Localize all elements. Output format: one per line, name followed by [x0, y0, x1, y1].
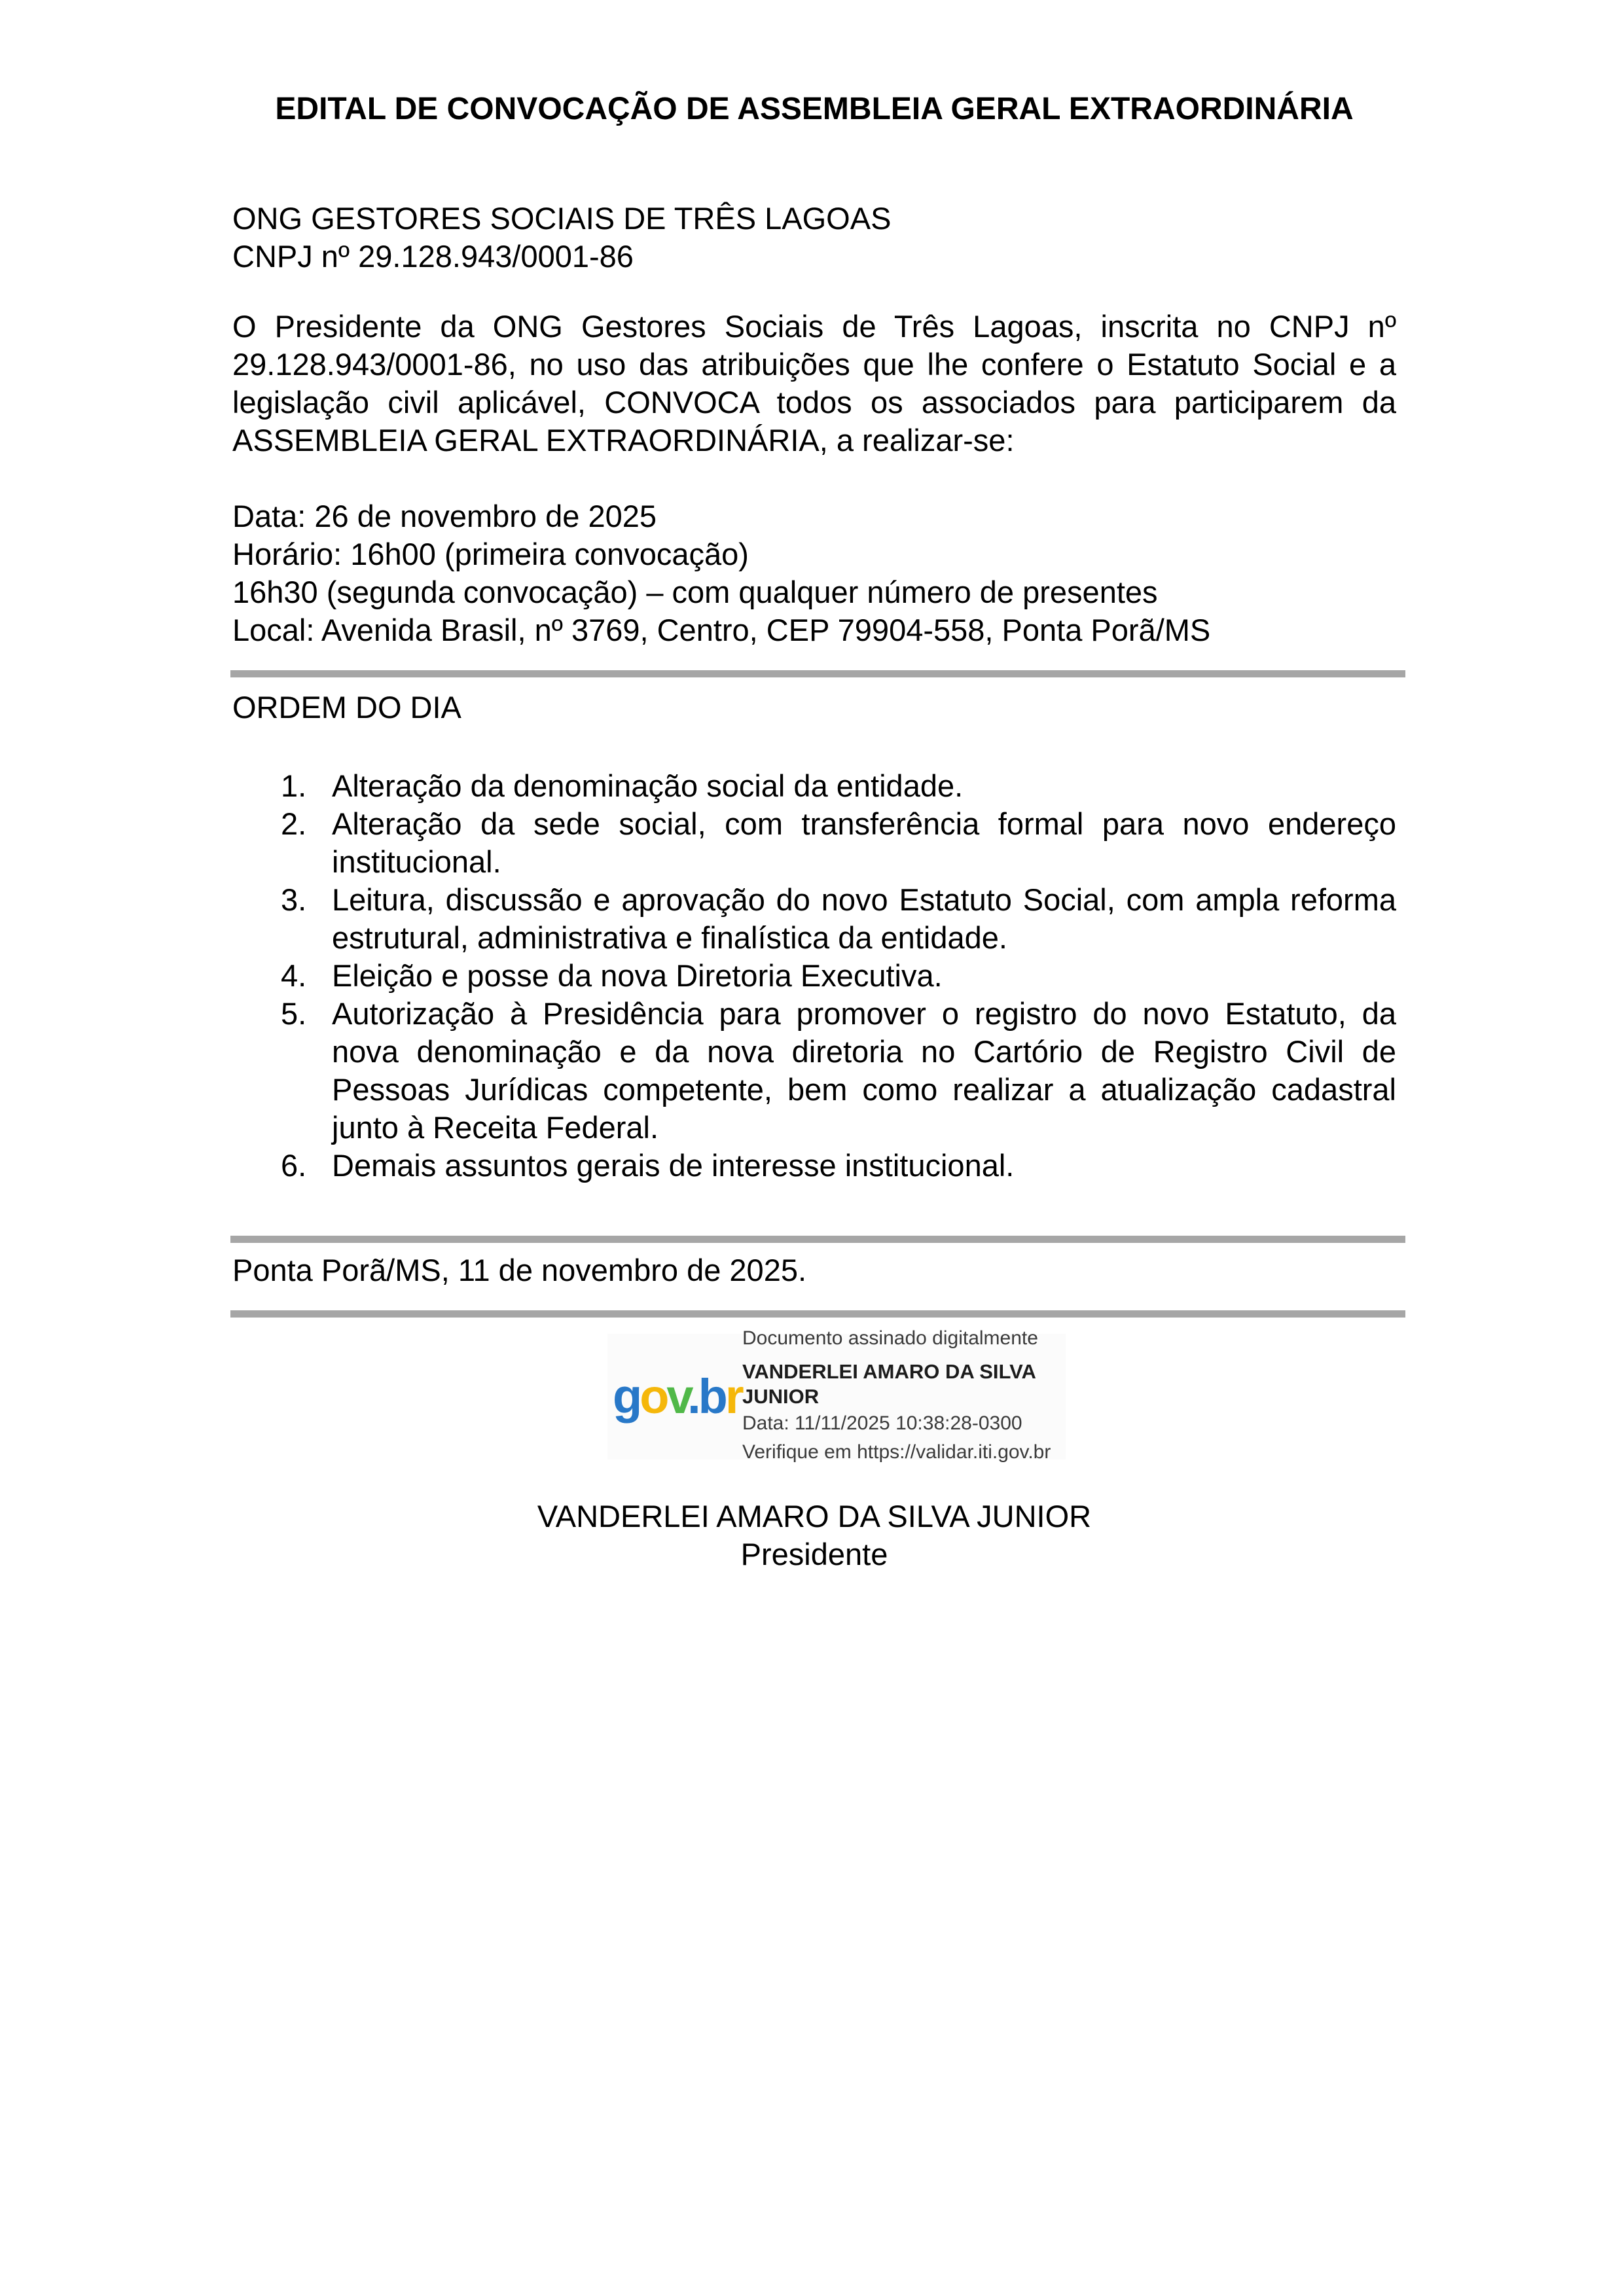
agenda-item — [232, 881, 1396, 957]
organization-name: ONG GESTORES SOCIAIS DE TRÊS LAGOAS — [232, 201, 892, 236]
stamp-text-block — [736, 1327, 1066, 1467]
divider-rule-top — [230, 670, 1405, 677]
govbr-logo-letter: r — [725, 1369, 742, 1424]
stamp-signed-digitally-label: Documento assinado digitalmente — [742, 1327, 1038, 1349]
govbr-signature-stamp — [607, 1327, 1066, 1463]
agenda-item-text: Leitura, discussão e aprovação do novo Estatuto Social, com ampla reforma estrutural, administrativa e finalística da entidade. — [332, 882, 1396, 955]
agenda-item-text: Demais assuntos gerais de interesse institucional. — [332, 1148, 1015, 1183]
agenda-item-number: 5. — [281, 996, 307, 1031]
agenda-item-number: 6. — [281, 1148, 307, 1183]
organization-cnpj: CNPJ nº 29.128.943/0001-86 — [232, 239, 634, 274]
agenda-heading: ORDEM DO DIA — [232, 690, 461, 725]
stamp-date-line: Data: 11/11/2025 10:38:28-0300 — [742, 1412, 1022, 1434]
govbr-logo-letter: v — [666, 1369, 688, 1424]
agenda-item-text: Alteração da sede social, com transferência formal para novo endereço institucional. — [332, 806, 1396, 879]
meeting-date-line: Data: 26 de novembro de 2025 — [232, 499, 657, 533]
agenda-item-text: Alteração da denominação social da entidade. — [332, 768, 964, 803]
meeting-details-block — [232, 497, 1396, 649]
signer-name: VANDERLEI AMARO DA SILVA JUNIOR — [537, 1499, 1092, 1534]
agenda-item-number: 3. — [281, 882, 307, 917]
place-date-line: Ponta Porã/MS, 11 de novembro de 2025. — [232, 1253, 807, 1287]
stamp-verify-line: Verifique em https://validar.iti.gov.br — [742, 1441, 1051, 1463]
intro-paragraph: O Presidente da ONG Gestores Sociais de Três Lagoas, inscrita no CNPJ nº 29.128.943/0001-86, no uso das atribuições que lhe confere o Estatuto Social e a legislação civil aplicável, CONVOCA todos os associados para participarem da ASSEMBLEIA GERAL EXTRAORDINÁRIA, a realizar-se: — [232, 309, 1396, 457]
signer-block — [232, 1498, 1396, 1573]
signer-role: Presidente — [740, 1537, 888, 1571]
govbr-logo-letter: o — [640, 1369, 667, 1424]
govbr-logo-letter: g — [613, 1369, 640, 1424]
agenda-item — [232, 767, 1396, 805]
meeting-time-line-2: 16h30 (segunda convocação) – com qualquer número de presentes — [232, 575, 1158, 609]
divider-rule-middle — [230, 1236, 1405, 1243]
agenda-item — [232, 957, 1396, 995]
agenda-list — [232, 767, 1396, 1185]
document-title: EDITAL DE CONVOCAÇÃO DE ASSEMBLEIA GERAL EXTRAORDINÁRIA — [275, 92, 1354, 126]
agenda-item — [232, 1147, 1396, 1185]
govbr-logo-letter: . — [687, 1369, 698, 1424]
agenda-item-number: 2. — [281, 806, 307, 841]
agenda-item-text: Autorização à Presidência para promover o registro do novo Estatuto, da nova denominação e da nova diretoria no Cartório de Registro Civil de Pessoas Jurídicas competente, bem como realizar a atualização cadastral junto à Receita Federal. — [332, 996, 1396, 1145]
divider-rule-bottom — [230, 1310, 1405, 1318]
agenda-item-number: 4. — [281, 958, 307, 993]
meeting-location-line: Local: Avenida Brasil, nº 3769, Centro, CEP 79904-558, Ponta Porã/MS — [232, 613, 1211, 647]
agenda-item — [232, 805, 1396, 881]
organization-block — [232, 200, 1396, 276]
agenda-item — [232, 995, 1396, 1147]
govbr-logo-icon — [613, 1369, 742, 1424]
meeting-time-line-1: Horário: 16h00 (primeira convocação) — [232, 537, 749, 571]
stamp-signer-name: VANDERLEI AMARO DA SILVA JUNIOR — [742, 1360, 1036, 1408]
agenda-item-number: 1. — [281, 768, 307, 803]
agenda-item-text: Eleição e posse da nova Diretoria Executiva. — [332, 958, 943, 993]
govbr-logo-letter: b — [698, 1369, 725, 1424]
